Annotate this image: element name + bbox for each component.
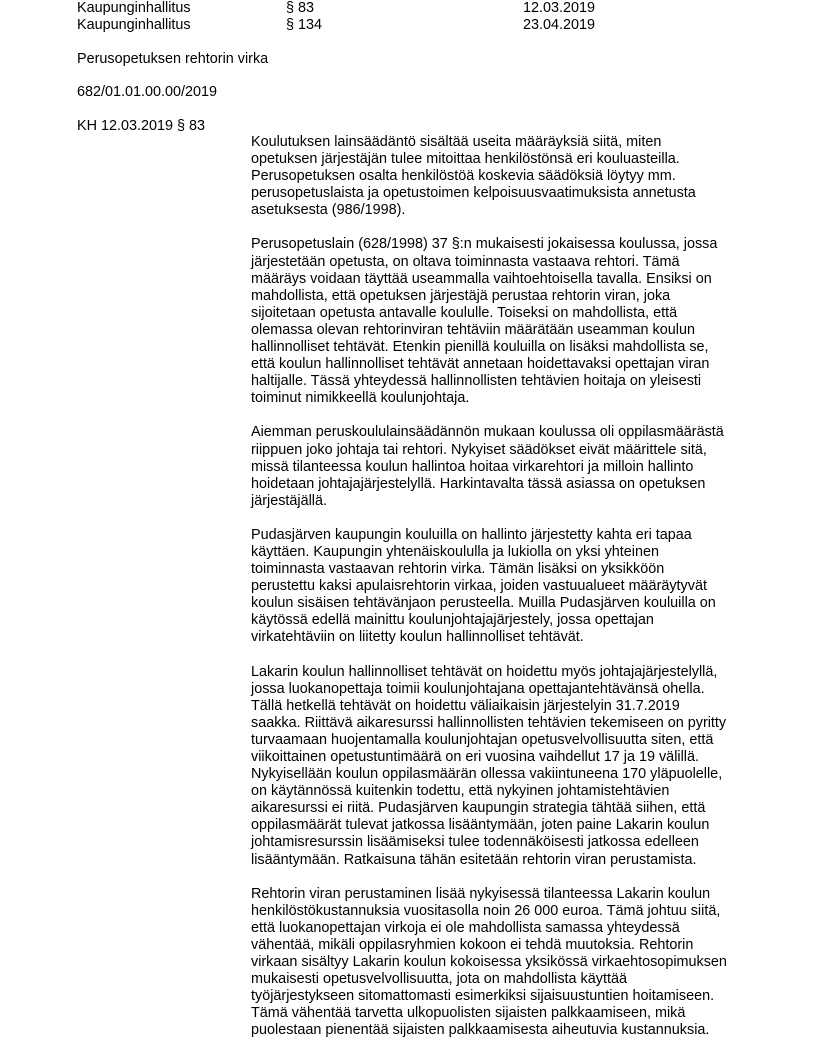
history-body: Kaupunginhallitus <box>77 17 191 33</box>
history-date: 23.04.2019 <box>523 17 596 33</box>
paragraph: Rehtorin viran perustaminen lisää nykyisessä tilanteessa Lakarin koulun henkilöstökustannuksia vuositasolla noin 26 000 euroa. Tämä johtuu siitä, että luokanopettajan virkoja ei ole mahdollista samassa yhteydessä vähentää, mikäli oppilasryhmien kokoon ei tehdä muutoksia. Rehtorin virkaan sisältyy Lakarin koulun kokoisessa yksikössä virkaehtosopimuksen mukaisesti opetusvelvollisuutta, jota on mahdollista käyttää työjärjestykseen sitomattomasti esimerkiksi sijaisuustuntien hoitamiseen. Tämä vähentää tarvetta ulkopuolisten sijaisten palkkaamiseen, mikä puolestaan pienentää sijaisten palkkaamisesta aiheutuvia kustannuksia. <box>251 885 727 1039</box>
body-text <box>251 134 731 1057</box>
paragraph: Aiemman peruskoululainsäädännön mukaan koulussa oli oppilasmäärästä riippuen joko johtaja tai rehtori. Nykyiset säädökset eivät määrittele sitä, missä tilanteessa koulun hallintoa hoitaa virkarehtori ja milloin hallinto hoidetaan johtajajärjestelyllä. Harkintavalta tässä asiassa on opetuksen järjestäjällä. <box>251 424 724 509</box>
history-section: § 83 <box>286 0 315 16</box>
record-number: 682/01.01.00.00/2019 <box>77 84 218 100</box>
history-date: 12.03.2019 <box>523 0 596 16</box>
paragraph: Lakarin koulun hallinnolliset tehtävät on hoidettu myös johtajajärjestelyllä, jossa luokanopettaja toimii koulunjohtajana opettajantehtävänsä ohella. Tällä hetkellä tehtävät on hoidettu väliaikaisin järjestelyin 31.7.2019 saakka. Riittävä aikaresurssi hallinnollisten tehtävien tekemiseen on pyritty turvaamaan huojentamalla koulunjohtajan opetusvelvollisuutta siten, että viikoittainen opetustuntimäärä on eri vuosina vaihdellut 17 ja 19 välillä. Nykyisellään koulun oppilasmäärän ollessa vakiintuneena 170 yläpuolelle, on käytännössä kuitenkin todettu, että nykyinen johtamistehtävien aikaresurssi ei riitä. Pudasjärven kaupungin strategia tähtää siihen, että oppilasmäärät tulevat jatkossa lisääntymään, joten paine Lakarin koulun johtamisresurssin lisäämiseksi tulee todennäköisesti jatkossa edelleen lisääntymään. Ratkaisuna tähän esitetään rehtorin viran perustamista. <box>251 663 727 868</box>
history-section: § 134 <box>286 17 323 33</box>
paragraph: Koulutuksen lainsäädäntö sisältää useita määräyksiä siitä, miten opetuksen järjestäjän tulee mitoittaa henkilöstönsä eri kouluasteilla. Perusopetuksen osalta henkilöstöä koskevia säädöksiä löytyy mm. perusopetuslaista ja opetustoimen kelpoisuusvaatimuksista annetusta asetuksesta (986/1998). <box>251 134 696 219</box>
meeting-reference: KH 12.03.2019 § 83 <box>77 118 206 134</box>
paragraph: Perusopetuslain (628/1998) 37 §:n mukaisesti jokaisessa koulussa, jossa järjestetään opetusta, on oltava toiminnasta vastaava rehtori. Tämä määräys voidaan täyttää useammalla vaihtoehtoisella tavalla. Ensiksi on mahdollista, että opetuksen järjestäjä perustaa rehtorin viran, joka sijoitetaan opetusta antavalle koululle. Toiseksi on mahdollista, että olemassa olevan rehtorinviran tehtäviin määrätään useamman koulun hallinnolliset tehtävät. Etenkin pienillä kouluilla on lisäksi mahdollista se, että koulun hallinnolliset tehtävät annetaan hoidettavaksi opettajan viran haltijalle. Tässä yhteydessä hallinnollisten tehtävien hoitaja on yleisesti toiminut nimikkeellä koulunjohtaja. <box>251 236 718 407</box>
document-title: Perusopetuksen rehtorin virka <box>77 51 269 67</box>
history-body: Kaupunginhallitus <box>77 0 191 16</box>
paragraph: Pudasjärven kaupungin kouluilla on hallinto järjestetty kahta eri tapaa käyttäen. Kaupungin yhtenäiskoululla ja lukiolla on yksi yhteinen toiminnasta vastaavan rehtorin virka. Tämän lisäksi on yksikköön perustettu kaksi apulaisrehtorin virkaa, joiden vastuualueet määräytyvät koulun sisäisen tehtävänjaon perusteella. Muilla Pudasjärven kouluilla on käytössä edellä mainittu koulunjohtajajärjestely, jossa opettajan virkatehtäviin on liitetty koulun hallinnolliset tehtävät. <box>251 526 716 646</box>
